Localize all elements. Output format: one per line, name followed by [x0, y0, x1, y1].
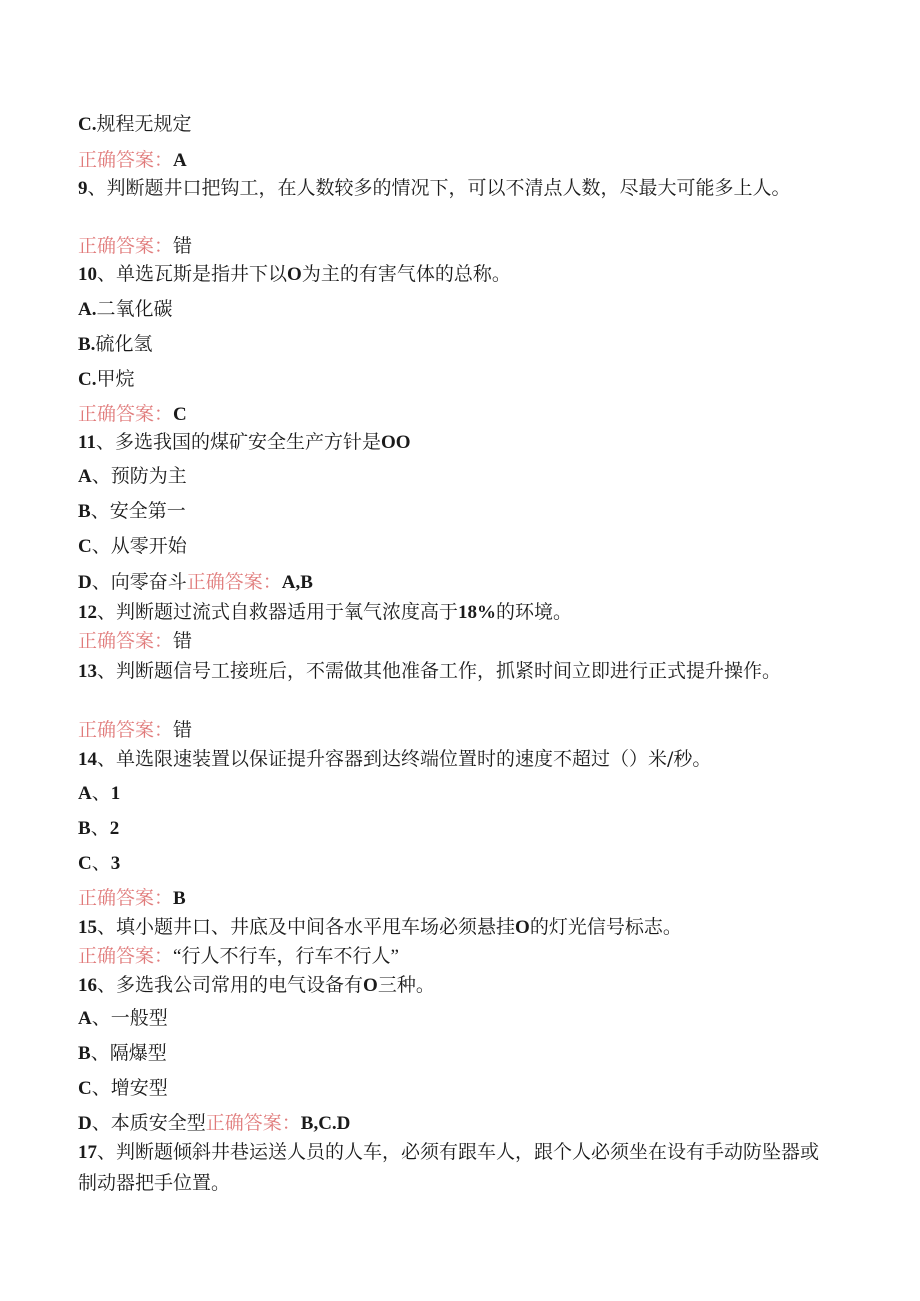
option-text: 二氧化碳	[96, 298, 173, 320]
question-text: 判断题倾斜井巷运送人员的人车，必须有跟车人，跟个人必须坐在设有手动防坠器或制动器把手位置。	[78, 1141, 820, 1194]
answer-value: B	[173, 888, 186, 909]
option-line	[78, 1073, 838, 1104]
option-line	[78, 1003, 838, 1034]
option-text: 、向零奋斗	[91, 571, 187, 593]
question-line	[78, 912, 838, 943]
option-letter: A	[78, 466, 92, 487]
answer-line	[78, 883, 838, 914]
question-sep: 、	[97, 974, 117, 996]
question-sep: 、	[97, 601, 117, 623]
answer-line	[78, 399, 838, 430]
option-letter: B.	[78, 334, 96, 355]
answer-label: 正确答案：	[78, 887, 174, 909]
option-sep: 、	[91, 852, 111, 874]
blank-marker: O	[287, 264, 302, 285]
answer-value: 错	[173, 236, 193, 257]
option-letter: B	[78, 1043, 91, 1064]
question-sep: 、	[95, 431, 115, 453]
answer-line	[78, 715, 838, 746]
option-text: 、一般型	[91, 1007, 168, 1029]
option-line	[78, 364, 838, 395]
question-text: 三种。	[377, 974, 435, 996]
option-sep: 、	[90, 817, 110, 839]
question-sep: 、	[97, 916, 117, 938]
question-number: 10	[78, 264, 97, 285]
question-number: 13	[78, 661, 97, 682]
option-letter: C	[78, 853, 92, 874]
option-text: 、隔爆型	[90, 1042, 167, 1064]
answer-line	[78, 626, 838, 657]
option-text: 、安全第一	[90, 500, 186, 522]
option-letter: D	[78, 1113, 92, 1134]
answer-line	[78, 231, 838, 262]
question-sep: 、	[97, 748, 117, 770]
question-line	[78, 427, 838, 458]
question-sep: 、	[87, 177, 107, 199]
option-letter: C.	[78, 369, 97, 390]
option-line	[78, 1038, 838, 1069]
option-text: 、本质安全型	[91, 1112, 206, 1134]
answer-label: 正确答案：	[78, 149, 174, 171]
option-letter: B	[78, 818, 91, 839]
option-text: 、增安型	[91, 1077, 168, 1099]
option-line	[78, 813, 838, 844]
answer-value: A,B	[281, 572, 313, 593]
option-sep: 、	[91, 782, 111, 804]
option-line	[78, 531, 838, 562]
option-letter: A.	[78, 299, 97, 320]
question-line	[78, 656, 828, 687]
question-sep: 、	[97, 263, 117, 285]
answer-label: 正确答案：	[78, 403, 174, 425]
option-letter: C	[78, 536, 92, 557]
question-sep: 、	[97, 1141, 117, 1163]
question-text: 判断题过流式自救器适用于氧气浓度高于	[116, 601, 459, 623]
option-text: 规程无规定	[96, 113, 192, 135]
question-text: 为主的有害气体的总称。	[301, 263, 511, 285]
answer-label: 正确答案：	[78, 235, 174, 257]
answer-value: A	[173, 150, 187, 171]
answer-label: 正确答案：	[78, 630, 174, 652]
blank-marker: O	[363, 975, 378, 996]
option-line	[78, 778, 838, 809]
option-letter: B	[78, 501, 91, 522]
answer-line	[78, 145, 838, 176]
question-line	[78, 970, 838, 1001]
option-value: 3	[110, 853, 121, 874]
option-value: 2	[109, 818, 120, 839]
question-text: 填小题井口、井底及中间各水平甩车场必须悬挂	[116, 916, 516, 938]
answer-line	[78, 941, 838, 972]
option-text: 甲烷	[96, 368, 135, 390]
option-line	[78, 109, 838, 140]
question-number: 12	[78, 602, 97, 623]
option-line	[78, 848, 838, 879]
answer-label: 正确答案：	[78, 719, 174, 741]
question-number: 17	[78, 1142, 97, 1163]
option-letter: C.	[78, 114, 97, 135]
question-text: 多选我国的煤矿安全生产方针是	[114, 431, 381, 453]
question-line	[78, 744, 838, 775]
question-number: 9	[78, 178, 88, 199]
answer-value: “行人不行车，行车不行人”	[173, 946, 399, 967]
option-line	[78, 567, 838, 598]
percentage-value: 18%	[458, 602, 497, 623]
answer-value: 错	[173, 720, 193, 741]
option-text: 、预防为主	[91, 465, 187, 487]
option-value: 1	[110, 783, 121, 804]
answer-label: 正确答案：	[186, 571, 282, 593]
blank-marker: O	[515, 917, 530, 938]
question-sep: 、	[97, 660, 117, 682]
option-line	[78, 329, 838, 360]
question-line	[78, 259, 838, 290]
question-number: 15	[78, 917, 97, 938]
question-line	[78, 1137, 828, 1198]
option-line	[78, 496, 838, 527]
question-number: 16	[78, 975, 97, 996]
question-line	[78, 597, 838, 628]
option-letter: C	[78, 1078, 92, 1099]
question-text: 多选我公司常用的电气设备有	[116, 974, 364, 996]
option-letter: D	[78, 572, 92, 593]
question-number: 14	[78, 749, 97, 770]
option-letter: A	[78, 1008, 92, 1029]
option-line	[78, 461, 838, 492]
answer-label: 正确答案：	[78, 945, 174, 967]
answer-value: C	[173, 404, 187, 425]
option-text: 硫化氢	[95, 333, 153, 355]
question-text: 单选限速装置以保证提升容器到达终端位置时的速度不超过（）米/秒。	[116, 748, 712, 770]
answer-label: 正确答案：	[205, 1112, 301, 1134]
question-text: 单选瓦斯是指井下以	[116, 263, 288, 285]
answer-value: B,C.D	[300, 1113, 351, 1134]
question-text: 的灯光信号标志。	[529, 916, 682, 938]
question-line	[78, 173, 828, 204]
question-text: 判断题信号工接班后，不需做其他准备工作，抓紧时间立即进行正式提升操作。	[116, 660, 782, 682]
option-line	[78, 1108, 838, 1139]
question-text: 的环境。	[496, 601, 573, 623]
option-letter: A	[78, 783, 92, 804]
option-line	[78, 294, 838, 325]
blank-marker: OO	[380, 432, 411, 453]
answer-value: 错	[173, 631, 193, 652]
question-text: 判断题井口把钩工，在人数较多的情况下，可以不清点人数，尽最大可能多上人。	[106, 177, 791, 199]
option-text: 、从零开始	[91, 535, 187, 557]
question-number: 11	[78, 432, 96, 453]
